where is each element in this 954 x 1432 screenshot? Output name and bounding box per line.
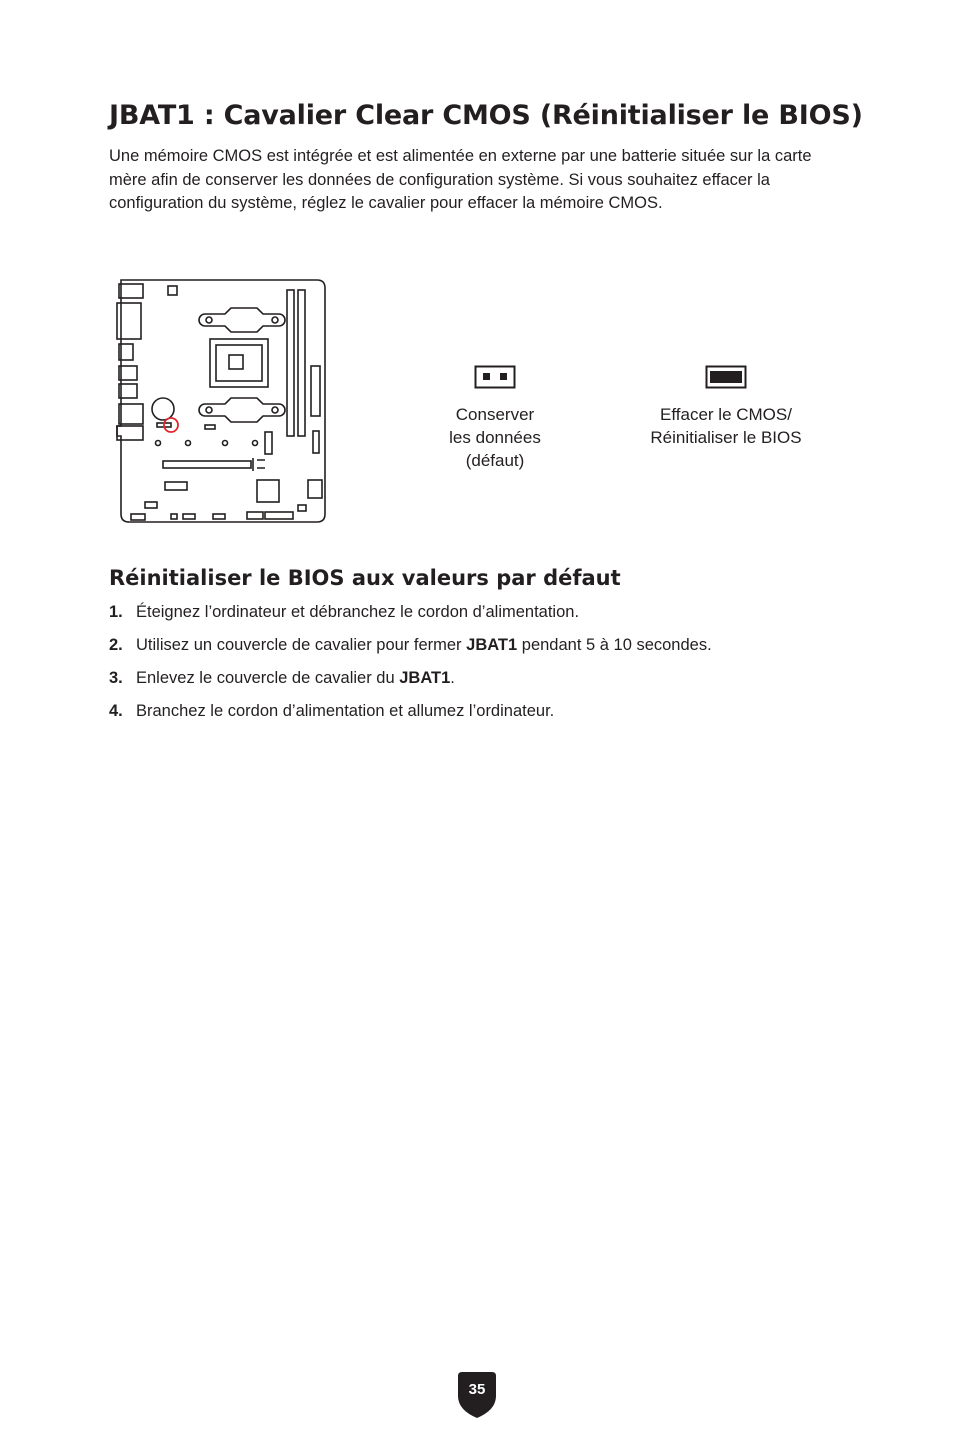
io-port bbox=[119, 404, 143, 424]
dimm-slot bbox=[287, 290, 294, 436]
atx-power bbox=[311, 366, 320, 416]
cpu-socket bbox=[210, 339, 268, 387]
m2-slot bbox=[165, 482, 187, 490]
motherboard-diagram bbox=[113, 276, 329, 528]
jumper-open-icon bbox=[474, 365, 516, 389]
step-item: 2. Utilisez un couvercle de cavalier pour fermer JBAT1 pendant 5 à 10 secondes. bbox=[109, 636, 712, 654]
dimm-slot bbox=[298, 290, 305, 436]
step-item: 3. Enlevez le couvercle de cavalier du JBAT1. bbox=[109, 669, 455, 687]
jumper-closed-icon bbox=[705, 365, 747, 389]
section-subtitle: Réinitialiser le BIOS aux valeurs par défaut bbox=[109, 566, 621, 590]
chipset bbox=[257, 480, 279, 502]
battery bbox=[152, 398, 174, 420]
header bbox=[168, 286, 177, 295]
steps-list bbox=[109, 600, 712, 732]
jumper-keep-label: Conserver les données (défaut) bbox=[449, 405, 541, 470]
step-item: 4. Branchez le cordon d’alimentation et allumez l’ordinateur. bbox=[109, 702, 555, 720]
connector bbox=[308, 480, 322, 498]
jumper-clear-label: Effacer le CMOS/ Réinitialiser le BIOS bbox=[650, 405, 802, 447]
page-number: 35 bbox=[468, 1381, 486, 1398]
pcie-slot bbox=[163, 461, 251, 468]
io-port bbox=[119, 284, 143, 298]
page-title: JBAT1 : Cavalier Clear CMOS (Réinitialiser le BIOS) bbox=[109, 100, 863, 131]
intro-paragraph: Une mémoire CMOS est intégrée et est alimentée en externe par une batterie située sur la carte mère afin de conserver les données de configuration système. Si vous souhaitez effacer la configuration du système, réglez le cavalier pour effacer la mémoire CMOS. bbox=[109, 147, 812, 212]
connector bbox=[313, 431, 319, 453]
step-item: 1. Éteignez l’ordinateur et débranchez le cordon d’alimentation. bbox=[109, 603, 580, 621]
